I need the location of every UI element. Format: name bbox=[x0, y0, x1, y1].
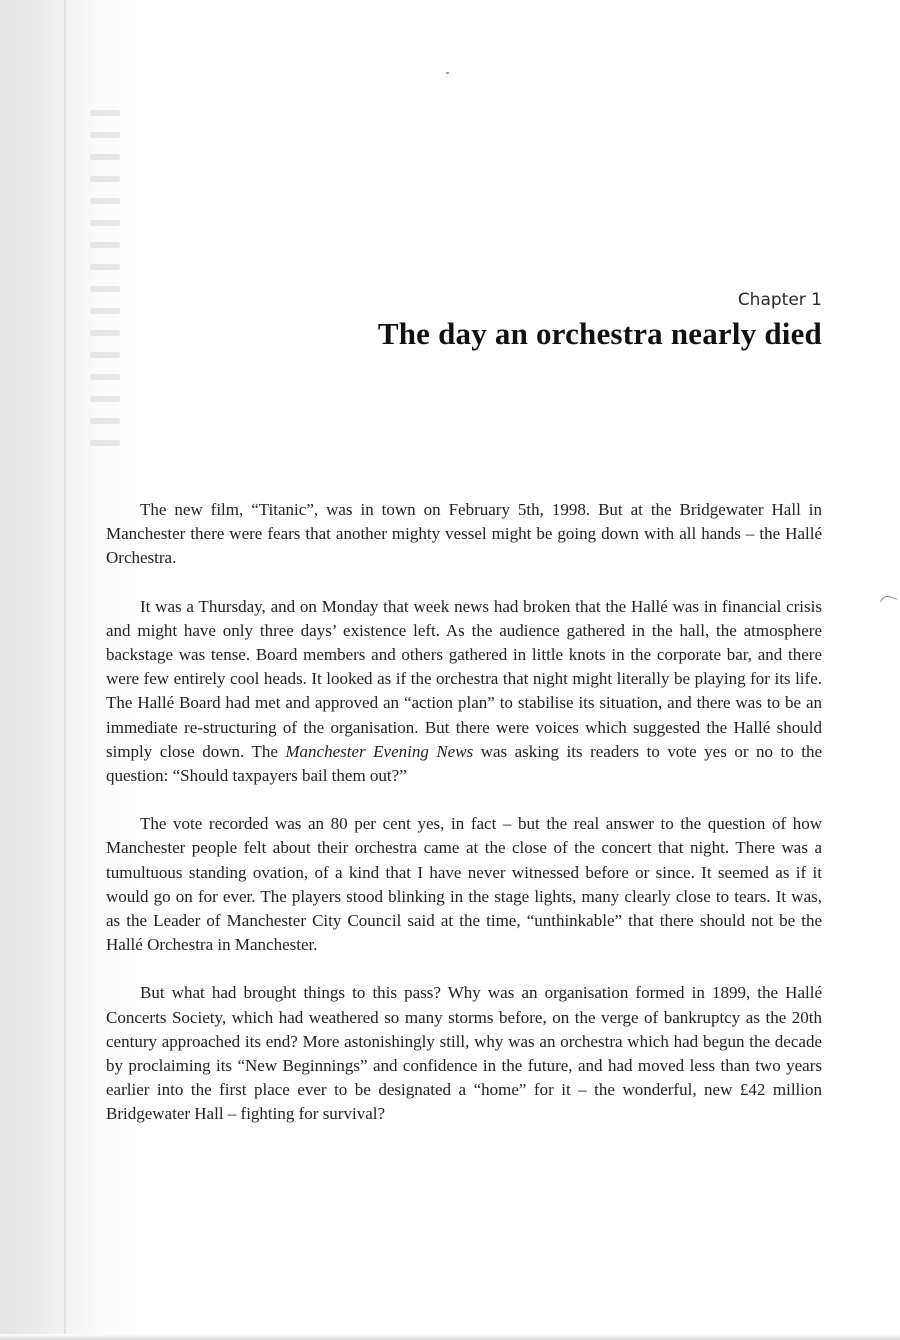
chapter-label: Chapter 1 bbox=[737, 290, 822, 310]
bleed-through-line bbox=[90, 352, 120, 358]
paragraph-3: The vote recorded was an 80 per cent yes, in fact – but the real answer to the question of how Manchester people felt about their orchestra came at the close of the concert that night. There was a tumultuous standing ovation, of a kind that I have never witnessed before or since. It seemed as if it would go on for ever. The players stood blinking in the stage lights, many clearly close to tears. It was, as the Leader of Manchester City Council said at the time, “unthinkable” that there should not be the Hallé Orchestra in Manchester. bbox=[106, 814, 822, 955]
paragraph-2-text-before: It was a Thursday, and on Monday that week news had broken that the Hallé was in financial crisis and might have only three days’ existence left. As the audience gathered in the hall, the atmosphere backstage was tense. Board members and others gathered in little knots in the corporate bar, and there were few entirely cool heads. It looked as if the orchestra that night might literally be playing for its life. The Hallé Board had met and approved an “action plan” to stabilise its situation, and there was to be an immediate re-structuring of the organisation. But there were voices which suggested the Hallé should simply close down. The bbox=[106, 596, 822, 761]
paragraph-2 bbox=[106, 595, 822, 789]
page-bottom-edge bbox=[0, 1334, 900, 1340]
bleed-through-line bbox=[90, 220, 120, 226]
bleed-through-line bbox=[90, 242, 120, 248]
paragraph-1: The new film, “Titanic”, was in town on February 5th, 1998. But at the Bridgewater Hall in Manchester there were fears that another mighty vessel might be going down with all hands – the Hallé Orchestra. bbox=[106, 500, 822, 568]
bleed-through-line bbox=[90, 198, 120, 204]
paragraph-2-text-after: was asking its readers to vote yes or no to the question: “Should taxpayers bail them out?” bbox=[106, 741, 822, 786]
bleed-through-line bbox=[90, 286, 120, 292]
bleed-through-line bbox=[90, 330, 120, 336]
bleed-through-text bbox=[90, 110, 120, 462]
paragraph-4: But what had brought things to this pass? Why was an organisation formed in 1899, the Hallé Concerts Society, which had weathered so many storms before, on the verge of bankruptcy as the 20th century approached its end? More astonishingly still, why was an orchestra which had begun the decade by proclaiming its “New Beginnings” and confidence in the future, and had moved less than two years earlier into the first place ever to be designated a “home” for it – the wonderful, new £42 million Bridgewater Hall – fighting for survival? bbox=[106, 983, 822, 1124]
bleed-through-line bbox=[90, 154, 120, 160]
bleed-through-line bbox=[90, 440, 120, 446]
bleed-through-line bbox=[90, 418, 120, 424]
scan-speck bbox=[446, 72, 449, 74]
bleed-through-line bbox=[90, 132, 120, 138]
newspaper-title: Manchester Evening News bbox=[285, 741, 474, 761]
bleed-through-line bbox=[90, 176, 120, 182]
chapter-body bbox=[106, 498, 822, 1151]
bleed-through-line bbox=[90, 396, 120, 402]
page-fold-edge bbox=[64, 0, 66, 1340]
margin-mark bbox=[880, 594, 897, 608]
chapter-title: The day an orchestra nearly died bbox=[377, 316, 822, 351]
bleed-through-line bbox=[90, 308, 120, 314]
bleed-through-line bbox=[90, 264, 120, 270]
bleed-through-line bbox=[90, 110, 120, 116]
bleed-through-line bbox=[90, 374, 120, 380]
